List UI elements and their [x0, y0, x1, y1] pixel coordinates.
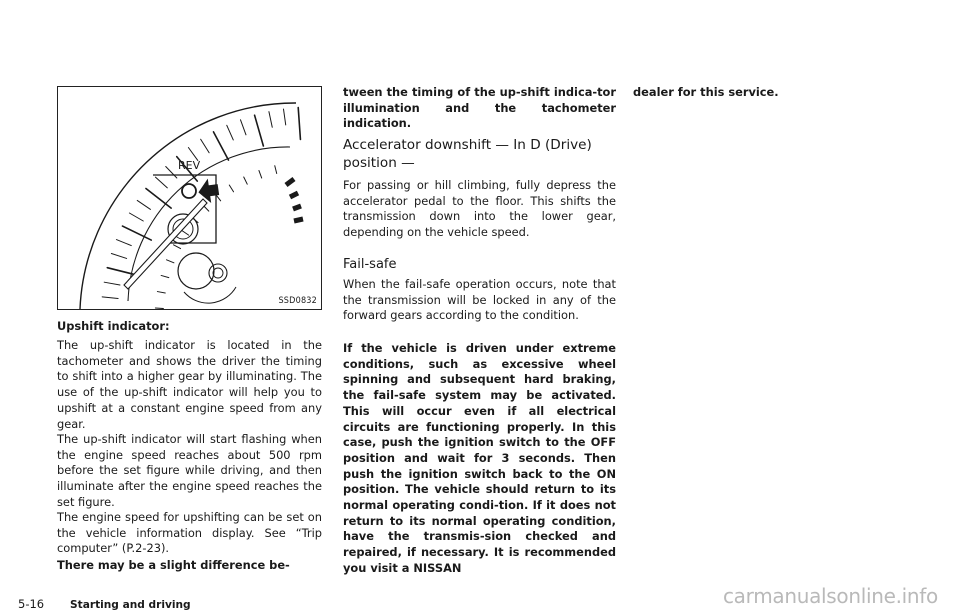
scale-minor-tick: [166, 166, 177, 178]
scale-minor-tick: [283, 109, 285, 125]
continued-paragraph: tween the timing of the up-shift indica-tor illumination and the tachometer indication.: [343, 85, 616, 131]
tachometer-illustration: [58, 87, 322, 310]
upshift-paragraph-3: The engine speed for upshifting can be set on the vehicle information display. See “Trip computer” (P.2-23).: [57, 510, 322, 556]
inner-scale-tick: [182, 231, 189, 235]
fail-safe-heading: Fail-safe: [343, 257, 397, 272]
rev-label: REV: [178, 159, 201, 172]
dealer-service-paragraph: dealer for this service.: [633, 85, 779, 99]
page-number: 5-16: [18, 597, 45, 611]
inner-scale-tick: [167, 260, 174, 263]
fail-safe-paragraph-2: If the vehicle is driven under extreme conditions, such as excessive wheel spinning and subsequent hard braking, the fail-safe system may be activated. This will occur even if all electrical circuits are functioning properly. In this case, push the ignition switch to the OFF position and wait for 3 seconds. Then push the ignition switch back to the ON position. The vehicle should return to its normal operating condi-tion. If it does not return to its normal operating condition, have the transmis-sion checked and repaired, if necessary. It is recommended you visit a NISSAN: [343, 341, 616, 575]
scale-minor-tick: [111, 253, 126, 258]
upshift-paragraph-4: There may be a slight difference be-: [57, 558, 290, 572]
inner-scale-tick: [259, 171, 262, 179]
watermark: carmanualsonline.info: [722, 584, 938, 608]
scale-major-tick: [122, 226, 151, 240]
upshift-paragraph-1: The up-shift indicator is located in the tachometer and shows the driver the timing to shift into a higher gear by illuminating. The use of the up-shift indicator will help you to upshift at a constant engine speed from any gear.: [57, 338, 322, 431]
scale-minor-tick: [129, 213, 143, 221]
section-name: Starting and driving: [70, 599, 191, 611]
scale-minor-tick: [240, 120, 245, 135]
scale-minor-tick: [155, 177, 167, 188]
upshift-indicator-heading: Upshift indicator:: [57, 319, 170, 333]
inner-scale-tick: [173, 245, 180, 249]
inner-scale-tick: [157, 292, 165, 293]
scale-minor-tick: [227, 125, 234, 140]
upshift-paragraph-2: The up-shift indicator will start flashing when the engine speed reaches about 500 rpm before the set figure while driving, and then illuminate after the engine speed reaches the set figure.: [57, 432, 322, 509]
scale-minor-tick: [201, 139, 209, 153]
inner-scale-tick: [229, 185, 233, 192]
inner-scale-tick: [161, 275, 169, 277]
scale-minor-tick: [269, 112, 272, 128]
tachometer-needle: [124, 199, 207, 289]
tachometer-figure: [57, 86, 322, 310]
accelerator-downshift-heading: Accelerator downshift — In D (Drive) position —: [343, 137, 592, 171]
inner-scale-tick: [244, 177, 248, 184]
scale-minor-tick: [102, 297, 118, 299]
scale-major-tick: [213, 132, 228, 160]
scale-major-tick: [255, 115, 264, 146]
accelerator-downshift-paragraph: For passing or hill climbing, fully depress the accelerator pedal to the floor. This shifts the transmission down into the lower gear, depending on the vehicle speed.: [343, 178, 616, 240]
inner-scale-tick: [155, 308, 163, 309]
figure-code: SSD0832: [278, 296, 317, 306]
rev-lamp-icon: [182, 184, 196, 198]
scale-major-tick: [298, 108, 300, 140]
scale-minor-tick: [137, 200, 150, 209]
fail-safe-paragraph-1: When the fail-safe operation occurs, note that the transmission will be locked in any of the forward gears according to the condition.: [343, 277, 616, 323]
inner-scale-tick: [275, 166, 277, 174]
scale-major-tick: [146, 188, 171, 208]
scale-minor-tick: [104, 282, 120, 285]
scale-minor-tick: [116, 240, 131, 246]
